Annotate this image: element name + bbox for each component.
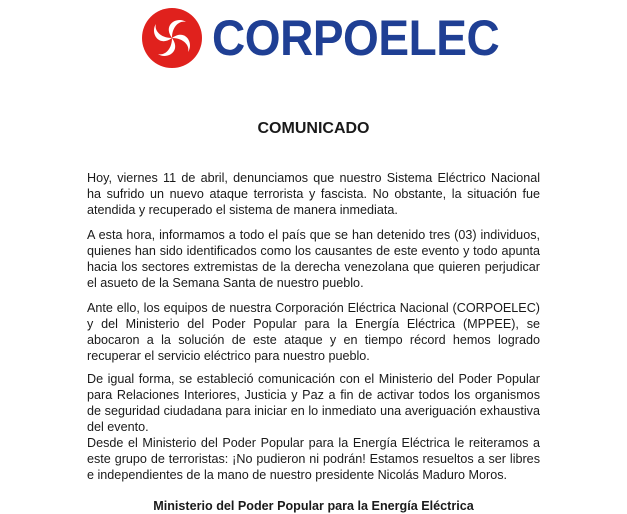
corpoelec-logo: [140, 6, 524, 70]
paragraph-2: A esta hora, informamos a todo el país que se han detenido tres (03) individuos, quienes han sido identificados como los causantes de este evento y todo apunta hacia los sectores extremistas de la derecha venezolana que quieren perjudicar el asueto de la Semana Santa de nuestro pueblo.: [87, 228, 540, 290]
paragraph-3: Ante ello, los equipos de nuestra Corporación Eléctrica Nacional (CORPOELEC) y del Ministerio del Poder Popular para la Energía Eléctrica (MPPEE), se abocaron a la solución de este ataque y en tiempo récord hemos logrado recuperar el servicio eléctrico para nuestro pueblo.: [87, 301, 540, 363]
page-title: COMUNICADO: [257, 120, 370, 137]
brand-name: CORPOELEC: [212, 10, 500, 66]
paragraph-5: Desde el Ministerio del Poder Popular para la Energía Eléctrica le reiteramos a este grupo de terroristas: ¡No pudieron ni podrán! Estamos resueltos a ser libres e independientes de la mano de nuestro presidente Nicolás Maduro Moros.: [87, 436, 540, 482]
corpoelec-swirl-icon: [140, 6, 204, 70]
paragraph-1: Hoy, viernes 11 de abril, denunciamos que nuestro Sistema Eléctrico Nacional ha sufrido un nuevo ataque terrorista y fascista. No obstante, la situación fue atendida y recuperado el sistema de manera inmediata.: [87, 171, 540, 217]
paragraph-4: De igual forma, se estableció comunicación con el Ministerio del Poder Popular para Relaciones Interiores, Justicia y Paz a fin de activar todos los organismos de seguridad ciudadana para iniciar en lo inmediato una averiguación exhaustiva del evento.: [87, 372, 540, 434]
signature: Ministerio del Poder Popular para la Energía Eléctrica: [153, 499, 474, 513]
